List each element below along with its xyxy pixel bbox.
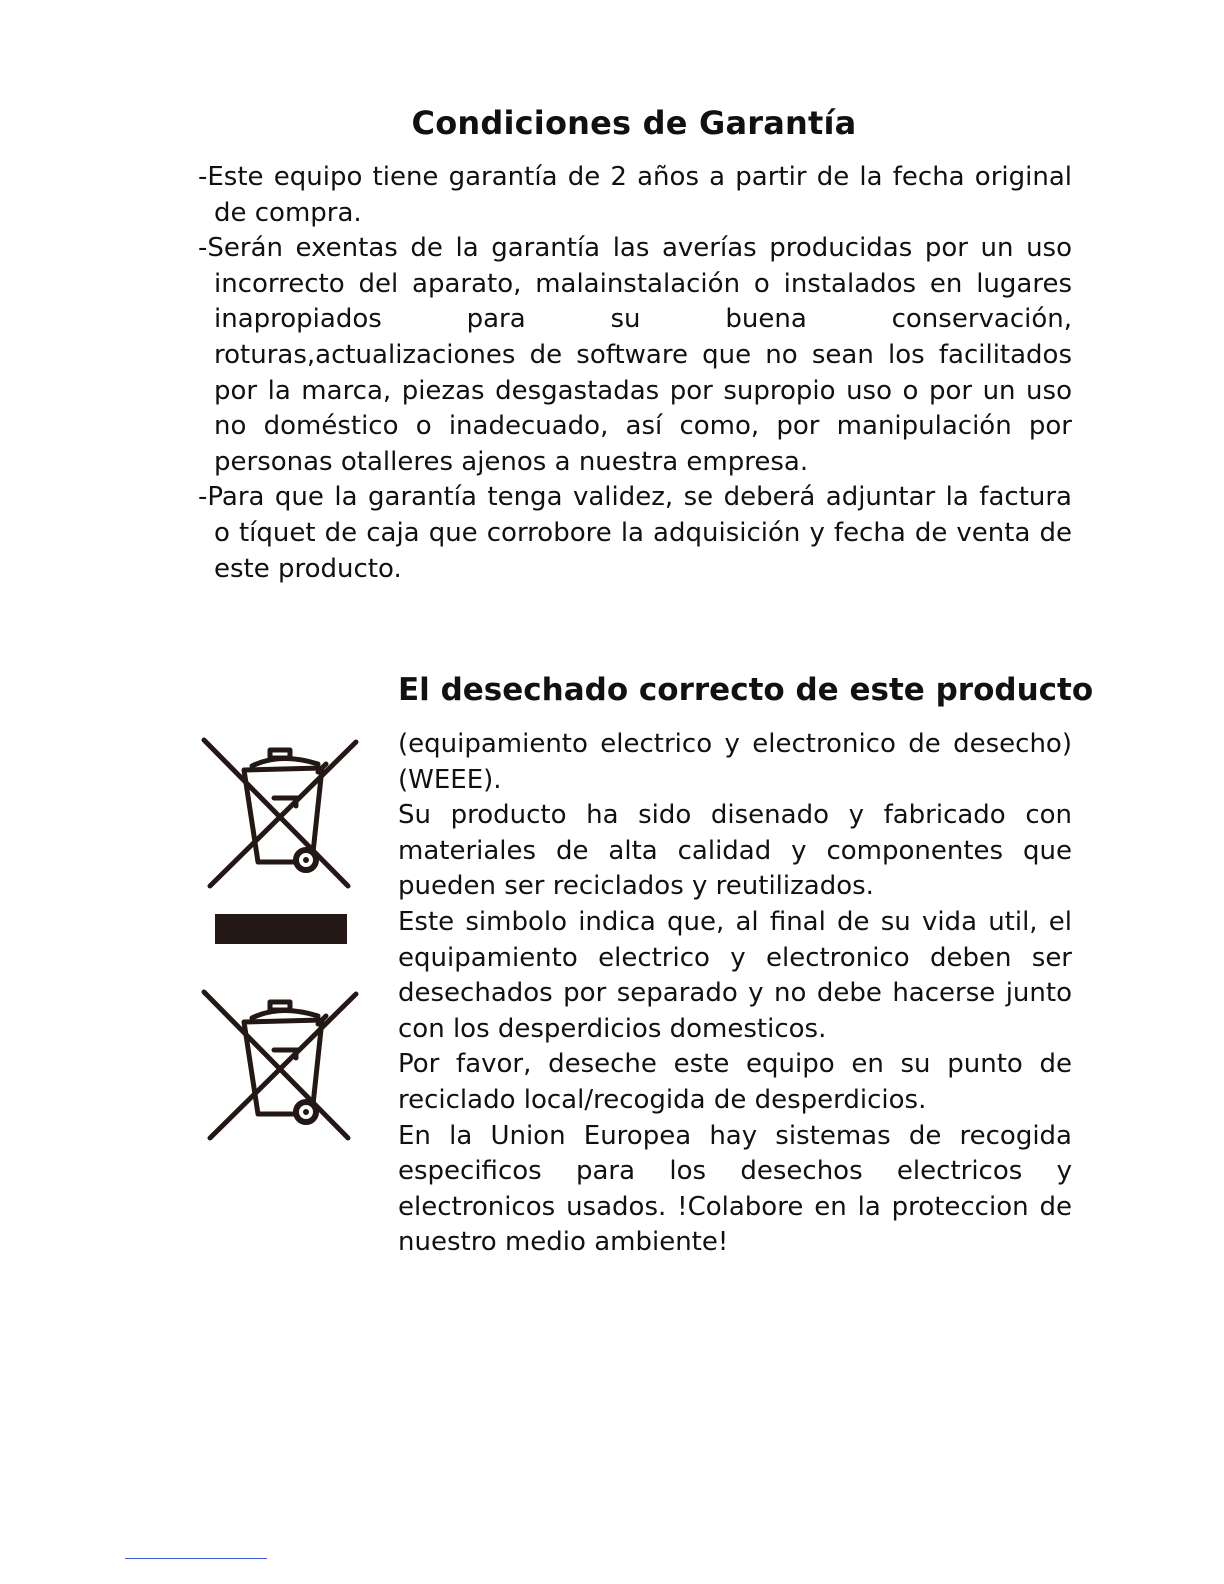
warranty-item-validity: -Para que la garantía tenga validez, se deberá adjuntar la factura o tíquet de caja que corrobore la adquisición y fecha de venta de este producto. (198, 482, 1072, 584)
black-bar (215, 914, 347, 944)
weee-bin-icon (200, 736, 360, 896)
warranty-item-period: -Este equipo tiene garantía de 2 años a partir de la fecha original de compra. (198, 162, 1072, 228)
disposal-title: El desechado correcto de este producto (398, 672, 1094, 708)
disposal-paragraph-recycle: Por favor, deseche este equipo en su punto de reciclado local/recogida de desperdicios. (398, 1049, 1072, 1115)
disposal-paragraph-eu: En la Union Europea hay sistemas de recogida especificos para los desechos electricos y electronicos usados. !Colabore en la proteccion de nuestro medio ambiente! (398, 1120, 1072, 1258)
disposal-paragraph-symbol: Este simbolo indica que, al final de su vida util, el equipamiento electrico y electronico deben ser desechados por separado y no debe hacerse junto con los desperdicios domesticos. (398, 906, 1072, 1044)
disposal-text (398, 727, 1072, 1261)
disposal-paragraph-materials: Su producto ha sido disenado y fabricado con materiales de alta calidad y componentes que pueden ser reciclados y reutilizados. (398, 800, 1072, 902)
warranty-conditions-list (198, 160, 1072, 587)
warranty-title: Condiciones de Garantía (411, 104, 857, 142)
footnote-divider (125, 1558, 267, 1559)
weee-bin-icon (200, 988, 360, 1148)
disposal-paragraph-weee: (equipamiento electrico y electronico de desecho) (WEEE). (398, 729, 1072, 795)
warranty-item-exclusions: -Serán exentas de la garantía las averías producidas por un uso incorrecto del aparato, malainstalación o instalados en lugares inapropiados para su buena conservación, roturas,actualizaciones de software que no sean los facilitados por la marca, piezas desgastadas por supropio uso o por un uso no doméstico o inadecuado, así como, por manipulación por personas otalleres ajenos a nuestra empresa. (198, 233, 1072, 477)
